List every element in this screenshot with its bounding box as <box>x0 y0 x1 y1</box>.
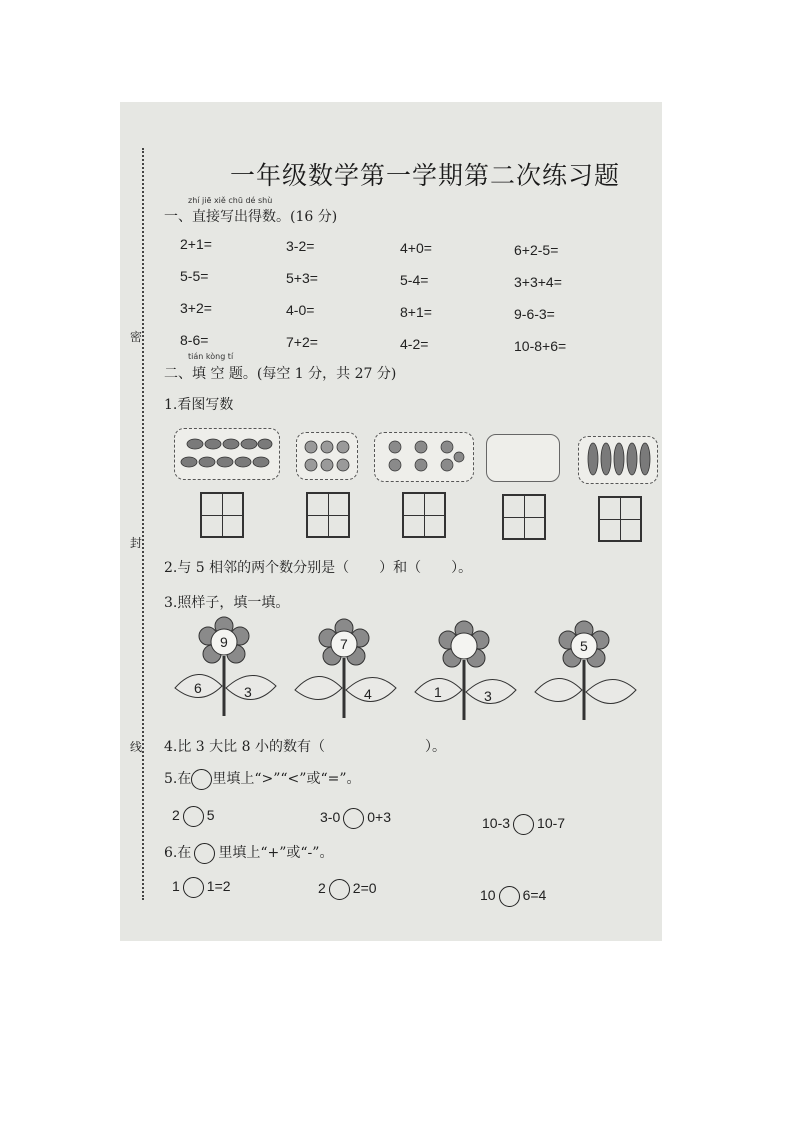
flower-right-leaf-number: 3 <box>484 688 492 704</box>
corn-picture-box <box>578 436 658 484</box>
leaf-picture-box <box>174 428 280 480</box>
question-6-text: 6.在 <box>164 845 192 861</box>
question-4-text: ）。 <box>424 739 446 755</box>
circle-icon <box>194 843 215 864</box>
calc-expression: 10-8+6= <box>514 338 567 354</box>
calc-expression: 3+2= <box>180 300 212 316</box>
operator-right: 1=2 <box>206 878 231 895</box>
calc-expression: 8+1= <box>400 304 432 320</box>
compare-left: 10-3 <box>482 815 511 832</box>
question-1: 1.看图写数 <box>164 397 234 413</box>
worksheet-page <box>120 102 662 941</box>
section2-pinyin: tián kòng tí <box>188 352 234 361</box>
question-5 <box>164 768 361 790</box>
question-4 <box>164 736 446 756</box>
calc-expression: 7+2= <box>286 334 318 350</box>
flower-figure <box>170 616 280 726</box>
question-3: 3.照样子，填一填。 <box>164 595 290 611</box>
operator-right: 2=0 <box>352 880 377 897</box>
question-4-text: 4.比 3 大比 8 小的数有（ <box>164 739 325 755</box>
answer-grid[interactable] <box>306 492 350 538</box>
binding-dotted-line <box>142 148 144 900</box>
section2-heading: 二、填 空 题。(每空 1 分，共 27 分) <box>164 366 397 382</box>
question-2-text: ）。 <box>451 560 473 576</box>
calc-expression: 4+0= <box>400 240 432 256</box>
apple-picture-box <box>296 432 358 480</box>
apple-icon <box>297 433 357 479</box>
flower-drawing-icon <box>170 616 280 726</box>
answer-circle[interactable] <box>183 877 204 898</box>
flower-figure <box>530 620 640 730</box>
answer-grid[interactable] <box>598 496 642 542</box>
calc-expression: 3+3+4= <box>514 274 562 290</box>
calc-expression: 3-2= <box>286 238 315 254</box>
answer-circle[interactable] <box>513 814 534 835</box>
flower-center-number: 5 <box>580 638 588 654</box>
calc-expression: 5+3= <box>286 270 318 286</box>
flower-drawing-icon <box>410 620 520 730</box>
operator-item <box>318 879 377 900</box>
flower-right-leaf-number: 3 <box>244 684 252 700</box>
calc-expression: 9-6-3= <box>514 306 555 322</box>
operator-right: 6=4 <box>522 887 547 904</box>
flower-figure <box>410 620 520 730</box>
compare-left: 2 <box>172 807 180 824</box>
compare-item <box>172 806 215 827</box>
compare-right: 0+3 <box>367 809 391 826</box>
calc-expression: 8-6= <box>180 332 209 348</box>
flower-icon <box>375 433 473 481</box>
flower-right-leaf-number: 4 <box>364 686 372 702</box>
empty-picture-box <box>486 434 560 482</box>
corn-icon <box>579 437 657 483</box>
flower-center-number: 7 <box>340 636 348 652</box>
question-2 <box>164 557 472 577</box>
compare-right: 5 <box>206 807 215 824</box>
flower-center-number: 9 <box>220 634 228 650</box>
answer-circle[interactable] <box>329 879 350 900</box>
circle-icon <box>191 769 212 790</box>
flower-left-leaf-number: 1 <box>434 684 442 700</box>
calc-expression: 6+2-5= <box>514 242 559 258</box>
question-2-text: 2.与 5 相邻的两个数分别是（ <box>164 560 350 576</box>
operator-left: 1 <box>172 878 180 895</box>
calc-expression: 4-0= <box>286 302 315 318</box>
answer-grid[interactable] <box>200 492 244 538</box>
page-title: 一年级数学第一学期第二次练习题 <box>230 161 621 190</box>
answer-circle[interactable] <box>183 806 204 827</box>
compare-left: 3-0 <box>320 809 341 826</box>
operator-item <box>172 877 231 898</box>
calc-expression: 5-5= <box>180 268 209 284</box>
operator-left: 2 <box>318 880 326 897</box>
question-2-text: ）和（ <box>379 560 422 576</box>
section1-pinyin: zhí jiē xiě chū dé shù <box>188 196 273 205</box>
operator-item <box>480 886 546 907</box>
flower-picture-box <box>374 432 474 482</box>
question-6 <box>164 842 333 864</box>
compare-item <box>482 814 565 835</box>
answer-circle[interactable] <box>499 886 520 907</box>
operator-left: 10 <box>480 887 496 904</box>
flower-figure <box>290 618 400 728</box>
calc-expression: 5-4= <box>400 272 429 288</box>
binding-char-feng: 封 <box>130 536 143 550</box>
flower-drawing-icon <box>530 620 640 730</box>
section1-heading: 一、直接写出得数。(16 分) <box>164 209 338 225</box>
calc-expression: 2+1= <box>180 236 212 252</box>
question-5-text: 里填上“>”“<”或“=”。 <box>212 771 361 787</box>
question-6-text: 里填上“+”或“-”。 <box>218 845 334 861</box>
answer-grid[interactable] <box>402 492 446 538</box>
question-5-text: 5.在 <box>164 771 192 787</box>
flower-drawing-icon <box>290 618 400 728</box>
leaf-icon <box>175 429 279 479</box>
answer-circle[interactable] <box>343 808 364 829</box>
compare-item <box>320 808 391 829</box>
compare-right: 10-7 <box>537 815 566 832</box>
flower-left-leaf-number: 6 <box>194 680 202 696</box>
answer-grid[interactable] <box>502 494 546 540</box>
binding-char-mi: 密 <box>130 330 143 344</box>
calc-expression: 4-2= <box>400 336 429 352</box>
binding-char-xian: 线 <box>130 740 143 754</box>
